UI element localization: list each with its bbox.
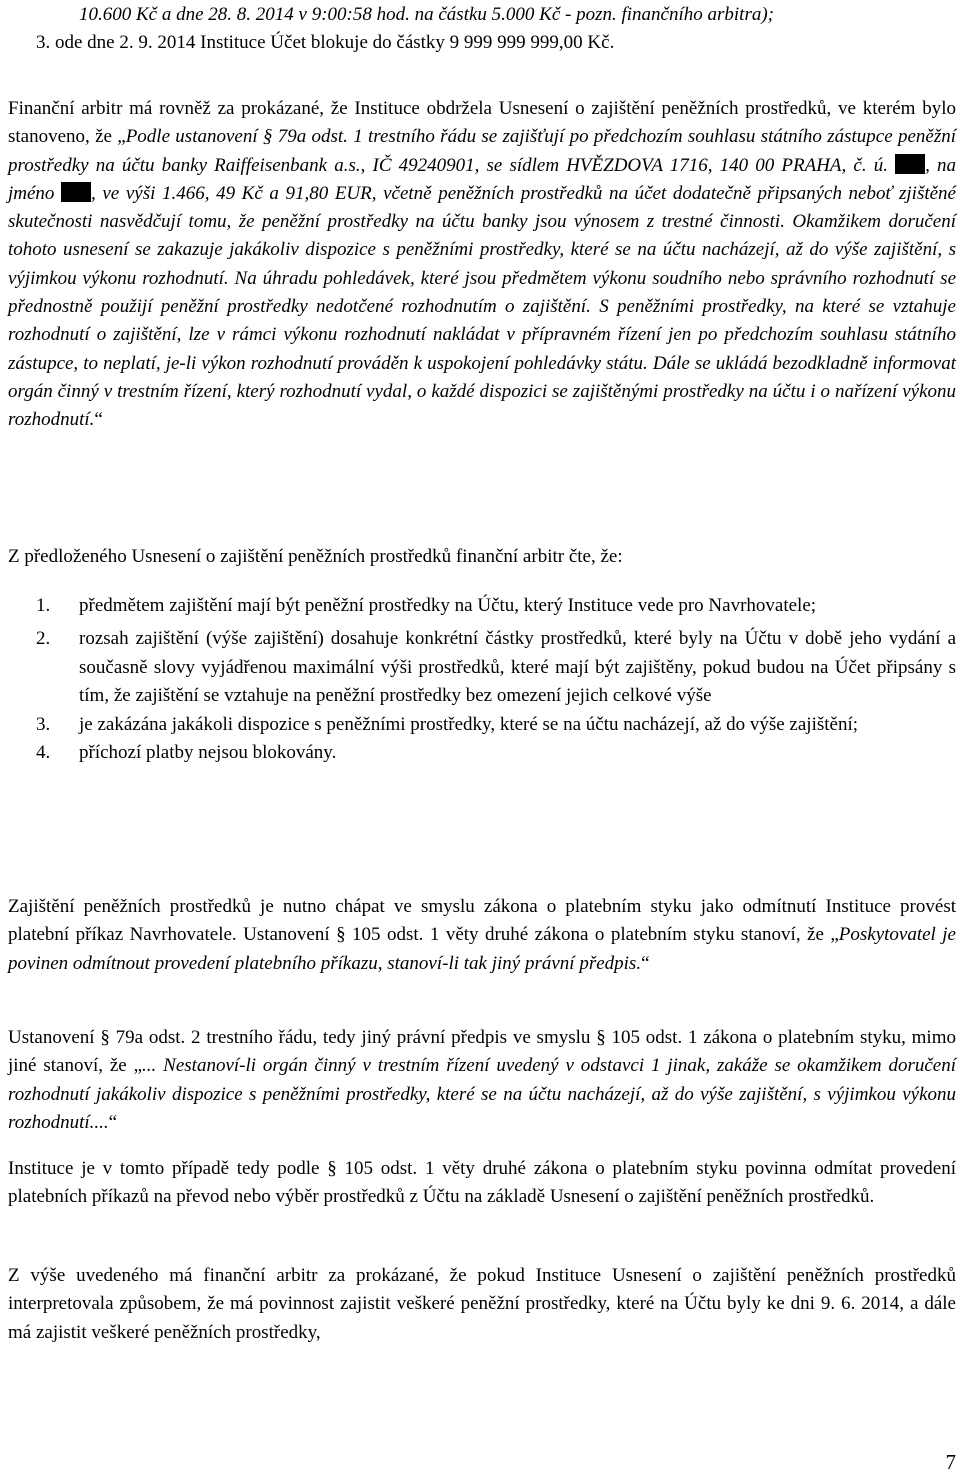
list-item: 2. rozsah zajištění (výše zajištění) dosahuje konkrétní částky prostředků, které byly na Účtu v době jeho vydání a současně slovy vyjádřenou maximální výši prostředků, které mají být zajištěny, pokud budou na Účet připsány s tím, že zajištění se vztahuje na peněžní prostředky bez omezení jejich celkové výše [36,628,956,706]
paragraph-trestni-rad: Ustanovení § 79a odst. 2 trestního řádu, tedy jiný právní předpis ve smyslu § 105 odst. 1 zákona o platebním styku, mimo jiné stanoví, že „... Nestanoví-li orgán činný v trestním řízení uvedený v odstavci 1 jinak, zakáže se okamžikem doručení rozhodnutí jakákoliv dispozice s peněžními prostředky, které se na účtu nacházejí, až do výše zajištění, s výjimkou výkonu rozhodnutí....“ [8,1027,956,1133]
paragraph-conclusion: Z výše uvedeného má finanční arbitr za prokázané, že pokud Instituce Usnesení o zajištění peněžních prostředků interpretovala způsobem, že má povinnost zajistit veškeré peněžní prostředky, které na Účtu byly ke dni 9. 6. 2014, a dále má zajistit veškeré peněžních prostředky, [8,1265,956,1343]
redaction-block [61,182,91,202]
paragraph-intro-list: Z předloženého Usnesení o zajištění peněžních prostředků finanční arbitr čte, že: [8,546,623,567]
page-number: 7 [945,1450,956,1474]
paragraph-usneseni: Finanční arbitr má rovněž za prokázané, že Instituce obdržela Usnesení o zajištění peněžních prostředků, ve kterém bylo stanoveno, že „Podle ustanovení § 79a odst. 1 trestního řádu se zajišťují po předchozím souhlasu státního zástupce peněžní prostředky na účtu banky Raiffeisenbank a.s., IČ 49240901, se sídlem HVĚZDOVA 1716, 140 00 PRAHA, č. ú. , na jméno , ve výši 1.466, 49 Kč a 91,80 EUR, včetně peněžních prostředků na účet dodatečně připsaných neboť zjištěné skutečnosti nasvědčují tomu, že peněžní prostředky na účtu banky jsou výnosem z trestné činnosti. Okamžikem doručení tohoto usnesení se zakazuje jakákoliv dispozice s peněžními prostředky, které se na účtu nacházejí, až do výše zajištění, s výjimkou výkonu rozhodnutí. Na úhradu pohledávek, které jsou předmětem výkonu soudního nebo správního rozhodnutí se přednostně použijí peněžní prostředky nedotčené rozhodnutím o zajištění. S peněžními prostředky, na které se vztahuje rozhodnutí o zajištění, lze v rámci výkonu rozhodnutí nakládat v přípravném řízení jen po předchozím souhlasu státního zástupce, to neplatí, je-li výkon rozhodnutí prováděn k uspokojení pohledávky státu. Dále se ukládá bezodkladně informovat orgán činný v trestním řízení, který rozhodnutí vydal, o každé dispozici se zajištěnými prostředky na účtu i o nařízení výkonu rozhodnutí.“ [8,98,957,431]
paragraph-platebni-styk: Zajištění peněžních prostředků je nutno chápat ve smyslu zákona o platebním styku jako odmítnutí Instituce provést platební příkaz Navrhovatele. Ustanovení § 105 odst. 1 věty druhé zákona o platebním styku stanoví, že „Poskytovatel je povinen odmítnout provedení platebního příkazu, stanoví-li tak jiný právní předpis.“ [8,896,956,974]
list-item: 4. příchozí platby nejsou blokovány. [36,742,337,764]
paragraph-instituce: Instituce je v tomto případě tedy podle § 105 odst. 1 věty druhé zákona o platebním styku povinna odmítat provedení platebních příkazů na převod nebo výběr prostředků z Účtu na základě Usnesení o zajištění peněžních prostředků. [8,1158,956,1208]
list-item-continuation: 10.600 Kč a dne 28. 8. 2014 v 9:00:58 hod. na částku 5.000 Kč - pozn. finančního arbitra); [79,4,775,25]
list-item: 1. předmětem zajištění mají být peněžní prostředky na Účtu, který Instituce vede pro Navrhovatele; [36,595,817,616]
list-item-3: 3. ode dne 2. 9. 2014 Instituce Účet blokuje do částky 9 999 999 999,00 Kč. [36,32,615,54]
redaction-block [895,154,925,174]
numbered-list [8,592,956,768]
list-item: 3. je zakázána jakákoli dispozice s peněžními prostředky, které se na účtu nacházejí, až do výše zajištění; [36,714,859,736]
paragraph-list-continuation [8,1,956,58]
